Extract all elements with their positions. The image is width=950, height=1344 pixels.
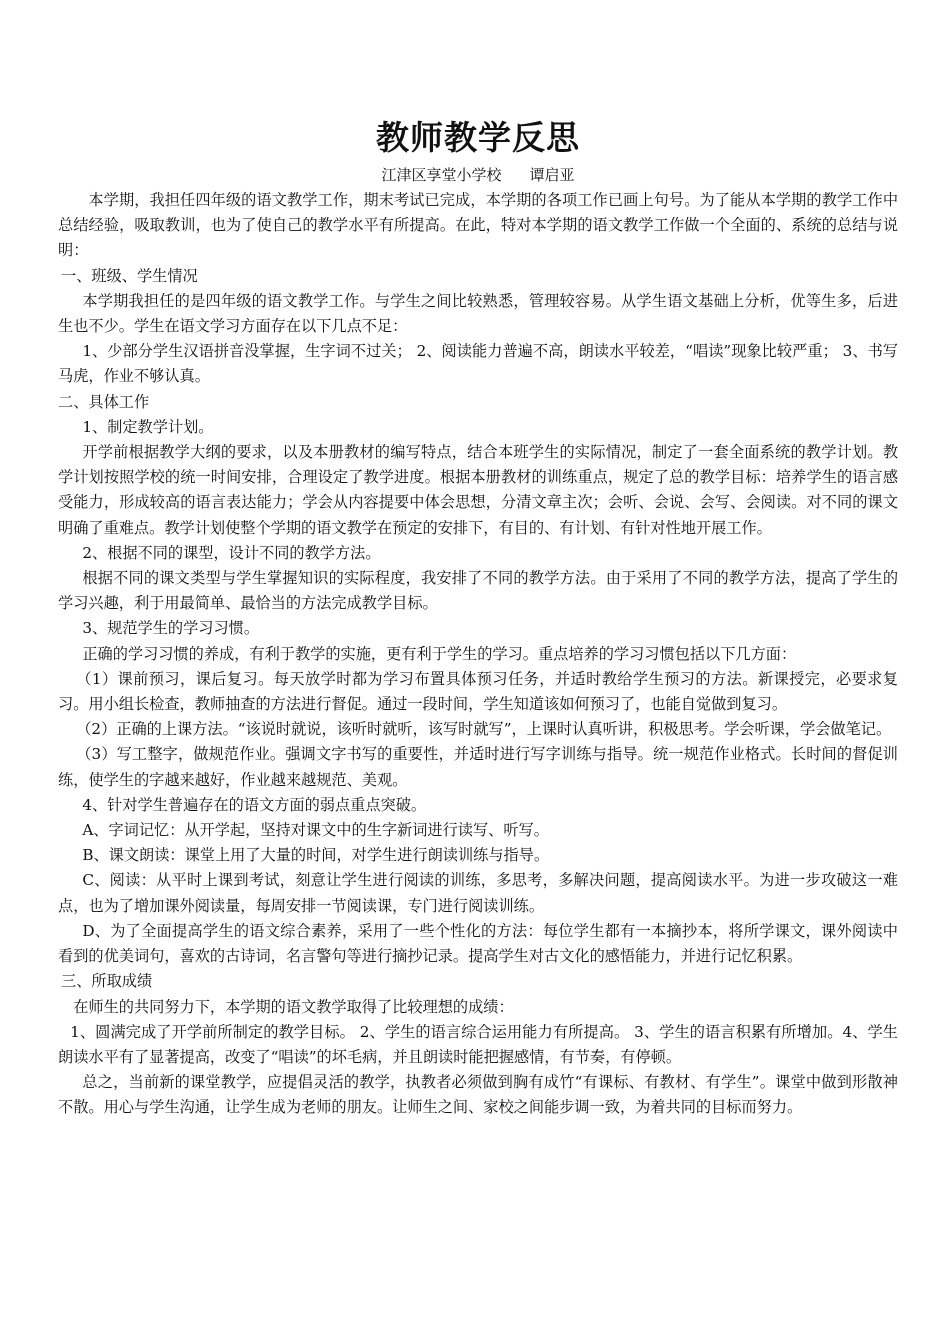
paragraph: 本学期，我担任四年级的语文教学工作，期末考试已完成，本学期的各项工作已画上句号。为了能从本学期的教学工作中总结经验，吸取教训，也为了使自己的教学水平有所提高。在此，特对本学期的语文教学工作做一个全面的、系统的总结与说明： <box>58 191 898 260</box>
paragraph: 根据不同的课文类型与学生掌握知识的实际程度，我安排了不同的教学方法。由于采用了不同的教学方法，提高了学生的学习兴趣，利于用最简单、最恰当的方法完成教学目标。 <box>58 569 898 613</box>
paragraph: 1、制定教学计划。 <box>82 417 214 436</box>
paragraph: 一、班级、学生情况 <box>61 266 198 285</box>
paragraph: 开学前根据教学大纲的要求，以及本册教材的编写特点，结合本班学生的实际情况，制定了一套全面系统的教学计划。教学计划按照学校的统一时间安排，合理设定了教学进度。根据本册教材的训练重点，规定了总的教学目标：培养学生的语言感受能力，形成较高的语言表达能力；学会从内容提要中体会思想，分清文章主次；会听、会说、会写、会阅读。对不同的课文明确了重难点。教学计划使整个学期的语文教学在预定的安排下，有目的、有计划、有针对性地开展工作。 <box>58 443 898 537</box>
paragraph: （2）正确的上课方法。“该说时就说，该听时就听，该写时就写”，上课时认真听讲，积极思考。学会听课，学会做笔记。 <box>76 720 892 739</box>
byline <box>58 164 898 186</box>
paragraph: 在师生的共同努力下，本学期的语文教学取得了比较理想的成绩： <box>73 997 514 1016</box>
paragraph: 三、所取成绩 <box>61 972 153 991</box>
paragraph: 二、具体工作 <box>58 392 150 411</box>
paragraph: 3、规范学生的学习习惯。 <box>82 619 260 638</box>
author-name: 谭启亚 <box>529 166 575 184</box>
document-body <box>58 188 898 1121</box>
paragraph: 总之，当前新的课堂教学，应提倡灵活的教学，执教者必须做到胸有成竹“有课标、有教材、有学生”。课堂中做到形散神不散。用心与学生沟通，让学生成为老师的朋友。让师生之间、家校之间能步调一致，为着共同的目标而努力。 <box>58 1073 898 1117</box>
paragraph: D、为了全面提高学生的语文综合素养，采用了一些个性化的方法：每位学生都有一本摘抄本，将所学课文，课外阅读中看到的优美词句，喜欢的古诗词，名言警句等进行摘抄记录。提高学生对古文化的感悟能力，并进行记忆积累。 <box>58 921 898 966</box>
paragraph: （1）课前预习，课后复习。每天放学时都为学习布置具体预习任务，并适时教给学生预习的方法。新课授完，必要求复习。用小组长检查，教师抽查的方法进行督促。通过一段时间，学生知道该如何预习了，也能自觉做到复习。 <box>58 669 898 714</box>
paragraph: 正确的学习习惯的养成，有利于教学的实施，更有利于学生的学习。重点培养的学习习惯包括以下几方面： <box>82 644 797 663</box>
paragraph: 2、根据不同的课型，设计不同的教学方法。 <box>82 543 381 562</box>
document-title: 教师教学反思 <box>376 118 580 157</box>
paragraph: B、课文朗读：课堂上用了大量的时间，对学生进行朗读训练与指导。 <box>82 846 550 865</box>
paragraph: A、字词记忆：从开学起，坚持对课文中的生字新词进行读写、听写。 <box>82 821 549 840</box>
paragraph: 1、少部分学生汉语拼音没掌握，生字词不过关； 2、阅读能力普遍不高，朗读水平较差，“唱读”现象比较严重； 3、书写马虎，作业不够认真。 <box>58 342 898 386</box>
paragraph: 4、针对学生普遍存在的语文方面的弱点重点突破。 <box>82 795 427 814</box>
paragraph: 1、圆满完成了开学前所制定的教学目标。 2、学生的语言综合运用能力有所提高。 3、学生的语言积累有所增加。4、学生朗读水平有了显著提高，改变了“唱读”的坏毛病，并且朗读时能把握感情，有节奏，有停顿。 <box>58 1022 898 1066</box>
paragraph: （3）写工整字，做规范作业。强调文字书写的重要性，并适时进行写字训练与指导。统一规范作业格式。长时间的督促训练，使学生的字越来越好，作业越来越规范、美观。 <box>58 745 898 789</box>
school-name: 江津区享堂小学校 <box>381 166 502 184</box>
paragraph: C、阅读：从平时上课到考试，刻意让学生进行阅读的训练，多思考，多解决问题，提高阅读水平。为进一步攻破这一难点，也为了增加课外阅读量，每周安排一节阅读课，专门进行阅读训练。 <box>58 871 898 915</box>
paragraph: 本学期我担任的是四年级的语文教学工作。与学生之间比较熟悉，管理较容易。从学生语文基础上分析，优等生多，后进生也不少。学生在语文学习方面存在以下几点不足： <box>58 291 898 336</box>
